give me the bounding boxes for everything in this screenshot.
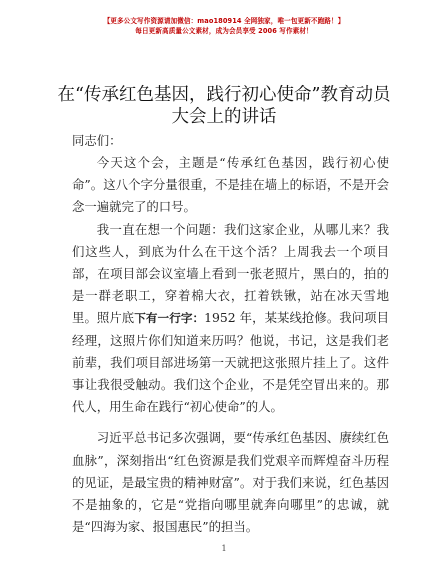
title-line-1: 在“传承红色基因，践行初心使命”教育动员 bbox=[57, 85, 391, 105]
promo-header bbox=[0, 17, 448, 36]
paragraph-2-part-2: 1952 年，某某线抢修。我问项目经理，这照片你们知道来历吗？他说，书记，这是我们老前辈，我们项目部进场第一天就把这张照片挂上了。这件事让我很受触动。我们这个企业，不是凭空冒出来的。那代人，用生命在践行“初心使命”的人。 bbox=[72, 310, 389, 415]
paragraph-2 bbox=[72, 219, 389, 419]
paragraph-3: 习近平总书记多次强调，要“传承红色基因、赓续红色血脉”，深刻指出“红色资源是我们党艰辛而辉煌奋斗历程的见证，是最宝贵的精神财富”。对于我们来说，红色基因不是抽象的，它是“党指向哪里就奔向哪里”的忠诚，就是“四海为家、报国惠民”的担当。 bbox=[72, 430, 389, 535]
paragraph-2-bold: 下有一行字： bbox=[134, 311, 205, 326]
greeting-text: 同志们： bbox=[72, 133, 122, 148]
document-title bbox=[40, 84, 408, 128]
page-number: 1 bbox=[221, 544, 227, 553]
document-body bbox=[72, 152, 389, 538]
promo-line-2: 每日更新高质量公文素材，成为会员享受 2006 写作素材！ bbox=[135, 27, 313, 35]
title-line-2: 大会上的讲话 bbox=[171, 107, 277, 127]
promo-line-1: 【更多公文写作资源请加微信：mao180914 全网独家，唯一包更新不跑路！】 bbox=[103, 17, 345, 25]
paragraph-1: 今天这个会，主题是“传承红色基因，践行初心使命”。这八个字分量很重，不是挂在墙上的标语，不是开会念一遍就完了的口号。 bbox=[72, 155, 389, 215]
paragraph-2-part-1: 我一直在想一个问题：我们这家企业，从哪儿来？我们这些人，到底为什么在干这个活？上周我去一个项目部，在项目部会议室墙上看到一张老照片，黑白的，拍的是一群老职工，穿着棉大衣，扛着铁锹，站在冰天雪地里。照片底 bbox=[72, 221, 389, 326]
greeting bbox=[72, 130, 389, 152]
